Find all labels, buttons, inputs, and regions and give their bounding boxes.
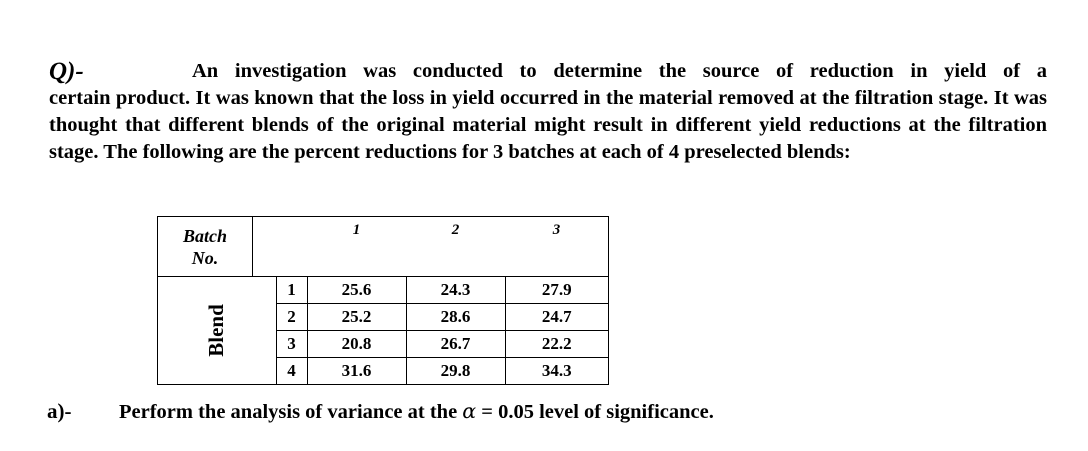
row-number: 2	[276, 304, 307, 331]
table-row	[158, 277, 609, 304]
header-gap-cell	[253, 217, 277, 277]
table-cell: 29.8	[406, 358, 505, 385]
table-cell: 24.7	[505, 304, 609, 331]
question-first-text: An investigation was conducted to determine the source of reduction in yield of a	[192, 60, 1047, 82]
row-number: 1	[276, 277, 307, 304]
column-header-3: 3	[505, 217, 609, 277]
question-block	[49, 58, 1047, 166]
table-cell: 34.3	[505, 358, 609, 385]
column-header-1: 1	[307, 217, 406, 277]
part-a-text-before: Perform the analysis of variance at the	[119, 401, 463, 423]
table-cell: 31.6	[307, 358, 406, 385]
blend-batch-table	[157, 216, 609, 385]
batch-header-line2: No.	[191, 247, 219, 268]
table-cell: 27.9	[505, 277, 609, 304]
table-cell: 25.6	[307, 277, 406, 304]
question-label: Q)-	[49, 58, 84, 85]
table-header-row	[158, 217, 609, 277]
blend-row-label	[158, 277, 277, 385]
question-body-text: certain product. It was known that the loss in yield occurred in the material removed at the filtration stage. It was thought that different blends of the original material might result in different yield reductions at the filtration stage. The following are the percent reductions for 3 batches at each of 4 preselected blends:	[49, 87, 1047, 163]
part-a-label: a)-	[47, 399, 72, 423]
table-cell: 20.8	[307, 331, 406, 358]
row-number: 3	[276, 331, 307, 358]
table-cell: 25.2	[307, 304, 406, 331]
part-a	[47, 399, 714, 424]
table-cell: 26.7	[406, 331, 505, 358]
column-header-2: 2	[406, 217, 505, 277]
table-cell: 22.2	[505, 331, 609, 358]
part-a-text-after: = 0.05 level of significance.	[476, 401, 714, 423]
question-first-line	[49, 58, 1047, 85]
table-cell: 28.6	[406, 304, 505, 331]
row-number: 4	[276, 358, 307, 385]
batch-header-line1: Batch	[182, 225, 227, 246]
batch-no-header	[158, 217, 253, 277]
part-a-text	[119, 399, 714, 424]
header-blank-cell	[276, 217, 307, 277]
alpha-symbol: α	[462, 399, 477, 423]
blend-label-text: Blend	[204, 304, 229, 357]
table-cell: 24.3	[406, 277, 505, 304]
